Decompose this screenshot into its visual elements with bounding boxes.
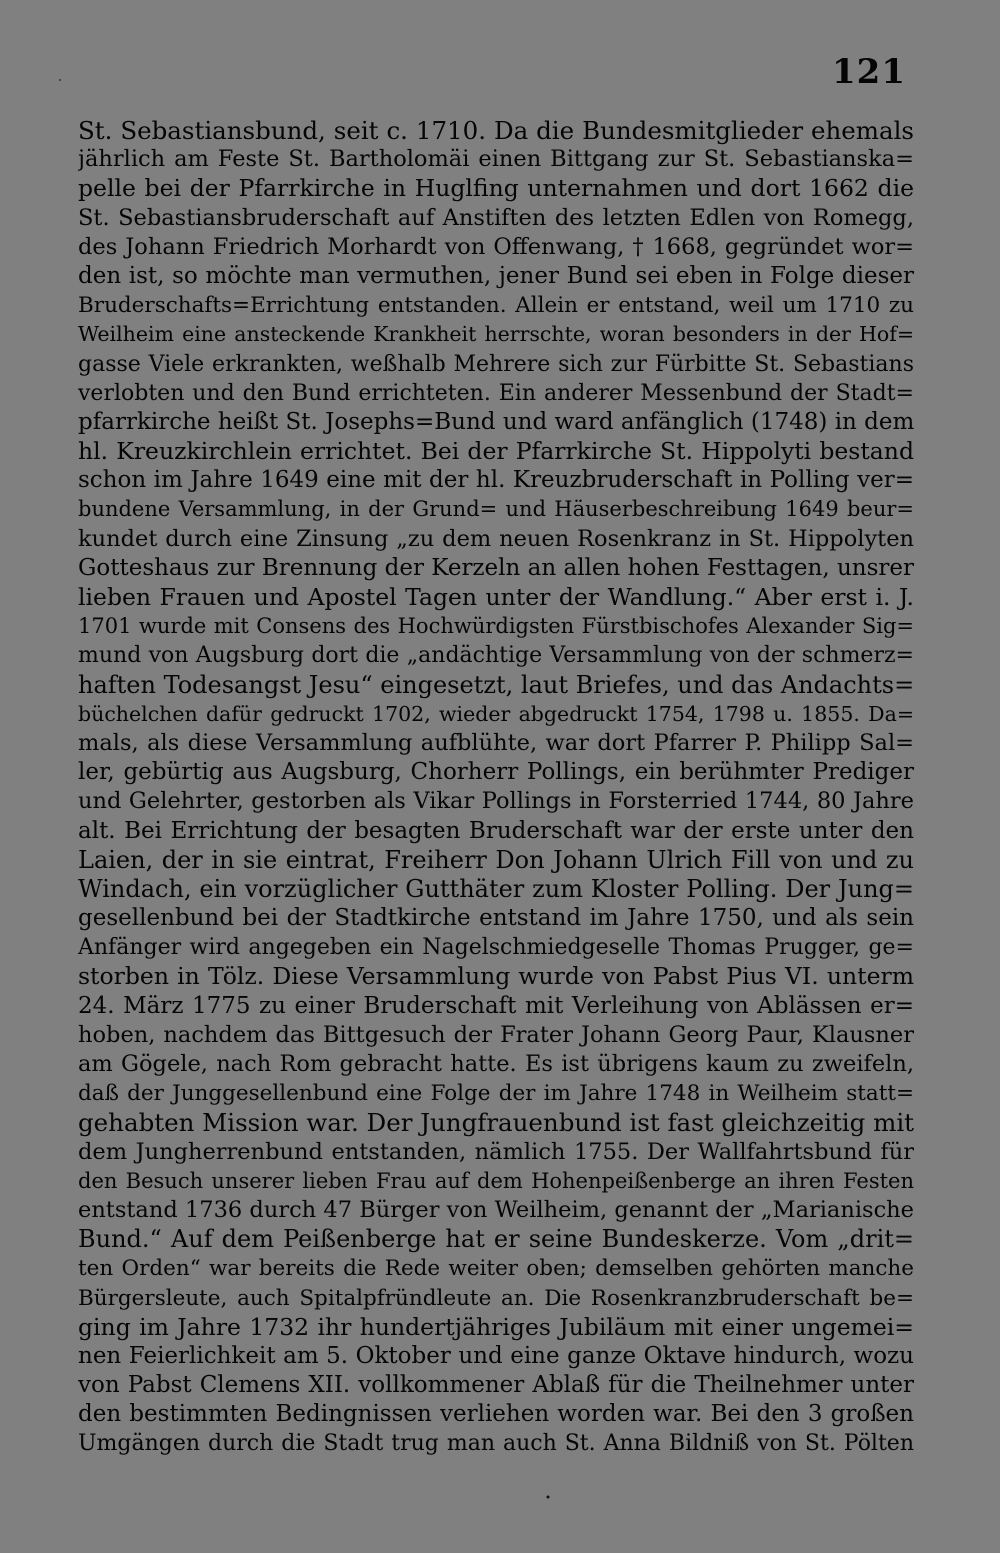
- body-text: [78, 116, 914, 1459]
- text-line: den ist, so möchte man vermuthen, jener Bund sei eben in Folge dieser: [78, 262, 914, 289]
- text-line: pfarrkirche heißt St. Josephs=Bund und ward anfänglich (1748) in dem: [78, 408, 914, 435]
- text-line: nen Feierlichkeit am 5. Oktober und eine ganze Oktave hindurch, wozu: [78, 1342, 914, 1369]
- text-line: am Gögele, nach Rom gebracht hatte. Es ist übrigens kaum zu zweifeln,: [78, 1051, 914, 1077]
- text-line: kundet durch eine Zinsung „zu dem neuen Rosenkranz in St. Hippolyten: [78, 525, 914, 552]
- text-line: 24. März 1775 zu einer Bruderschaft mit Verleihung von Ablässen er=: [78, 992, 914, 1019]
- text-line: Weilheim eine ansteckende Krankheit herrschte, woran besonders in der Hof=: [78, 322, 914, 347]
- text-line: gasse Viele erkrankten, weßhalb Mehrere sich zur Fürbitte St. Sebastians: [78, 351, 914, 377]
- text-line: 1701 wurde mit Consens des Hochwürdigsten Fürstbischofes Alexander Sig=: [78, 614, 914, 639]
- text-line: Umgängen durch die Stadt trug man auch St. Anna Bildniß von St. Pölten: [78, 1431, 914, 1457]
- text-line: gesellenbund bei der Stadtkirche entstand im Jahre 1750, und als sein: [78, 905, 914, 932]
- text-line: St. Sebastiansbund, seit c. 1710. Da die Bundesmitglieder ehemals: [78, 116, 914, 145]
- text-line: Windach, ein vorzüglicher Gutthäter zum Kloster Polling. Der Jung=: [78, 874, 914, 903]
- text-line: jährlich am Feste St. Bartholomäi einen Bittgang zur St. Sebastianska=: [78, 146, 914, 173]
- text-line: von Pabst Clemens XII. vollkommener Ablaß für die Theilnehmer unter: [78, 1372, 914, 1399]
- text-line: büchelchen dafür gedruckt 1702, wieder abgedruckt 1754, 1798 u. 1855. Da=: [78, 701, 914, 726]
- text-line: St. Sebastiansbruderschaft auf Anstiften des letzten Edlen von Romegg,: [78, 204, 914, 231]
- text-line: storben in Tölz. Diese Versammlung wurde von Pabst Pius VI. unterm: [78, 962, 914, 991]
- text-line: Bruderschafts=Errichtung entstanden. Allein er entstand, weil um 1710 zu: [78, 293, 914, 319]
- text-line: mals, als diese Versammlung aufblühte, war dort Pfarrer P. Philipp Sal=: [78, 729, 914, 756]
- text-line: hl. Kreuzkirchlein errichtet. Bei der Pfarrkirche St. Hippolyti bestand: [78, 437, 914, 466]
- text-line: haften Todesangst Jesu“ eingesetzt, laut Briefes, und das Andachts=: [78, 670, 914, 699]
- text-line: entstand 1736 durch 47 Bürger von Weilheim, genannt der „Marianische: [78, 1196, 914, 1223]
- text-line: Bund.“ Auf dem Peißenberge hat er seine Bundeskerze. Vom „drit=: [78, 1225, 914, 1254]
- text-line: mund von Augsburg dort die „andächtige Versammlung von der schmerz=: [78, 643, 914, 669]
- text-line: den bestimmten Bedingnissen verliehen worden war. Bei den 3 großen: [78, 1401, 914, 1428]
- text-line: lieben Frauen und Apostel Tagen unter der Wandlung.“ Aber erst i. J.: [78, 583, 914, 611]
- text-line: Bürgersleute, auch Spitalpfründleute an. Die Rosenkranzbruderschaft be=: [78, 1285, 914, 1311]
- text-line: bundene Versammlung, in der Grund= und Häuserbeschreibung 1649 beur=: [78, 497, 914, 522]
- text-line: daß der Junggesellenbund eine Folge der im Jahre 1748 in Weilheim statt=: [78, 1081, 914, 1107]
- text-line: des Johann Friedrich Morhardt von Offenwang, † 1668, gegründet wor=: [78, 233, 914, 260]
- text-line: verlobten und den Bund errichteten. Ein anderer Messenbund der Stadt=: [78, 380, 914, 406]
- text-line: schon im Jahre 1649 eine mit der hl. Kreuzbruderschaft in Polling ver=: [78, 467, 914, 494]
- text-line: pelle bei der Pfarrkirche in Huglfing unternahmen und dort 1662 die: [78, 174, 914, 203]
- text-line: Anfänger wird angegeben ein Nagelschmiedgeselle Thomas Prugger, ge=: [78, 935, 914, 961]
- text-line: hoben, nachdem das Bittgesuch der Frater Johann Georg Paur, Klausner: [78, 1021, 914, 1048]
- text-line: ler, gebürtig aus Augsburg, Chorherr Pollings, ein berühmter Prediger: [78, 759, 914, 786]
- text-line: alt. Bei Errichtung der besagten Bruderschaft war der erste unter den: [78, 817, 914, 844]
- text-line: Gotteshaus zur Brennung der Kerzeln an allen hohen Festtagen, unsrer: [78, 554, 914, 581]
- text-line: Laien, der in sie eintrat, Freiherr Don Johann Ulrich Fill von und zu: [78, 845, 914, 874]
- text-line: dem Jungherrenbund entstanden, nämlich 1755. Der Wallfahrtsbund für: [78, 1138, 914, 1165]
- text-line: den Besuch unserer lieben Frau auf dem Hohenpeißenberge an ihren Festen: [78, 1168, 914, 1193]
- text-line: gehabten Mission war. Der Jungfrauenbund ist fast gleichzeitig mit: [78, 1108, 914, 1138]
- text-line: ten Orden“ war bereits die Rede weiter oben; demselben gehörten manche: [78, 1256, 914, 1282]
- text-line: und Gelehrter, gestorben als Vikar Pollings in Forsterried 1744, 80 Jahre: [78, 788, 914, 815]
- text-line: ging im Jahre 1732 ihr hundertjähriges Jubiläum mit einer ungemei=: [78, 1312, 914, 1341]
- page-number: 121: [832, 52, 906, 92]
